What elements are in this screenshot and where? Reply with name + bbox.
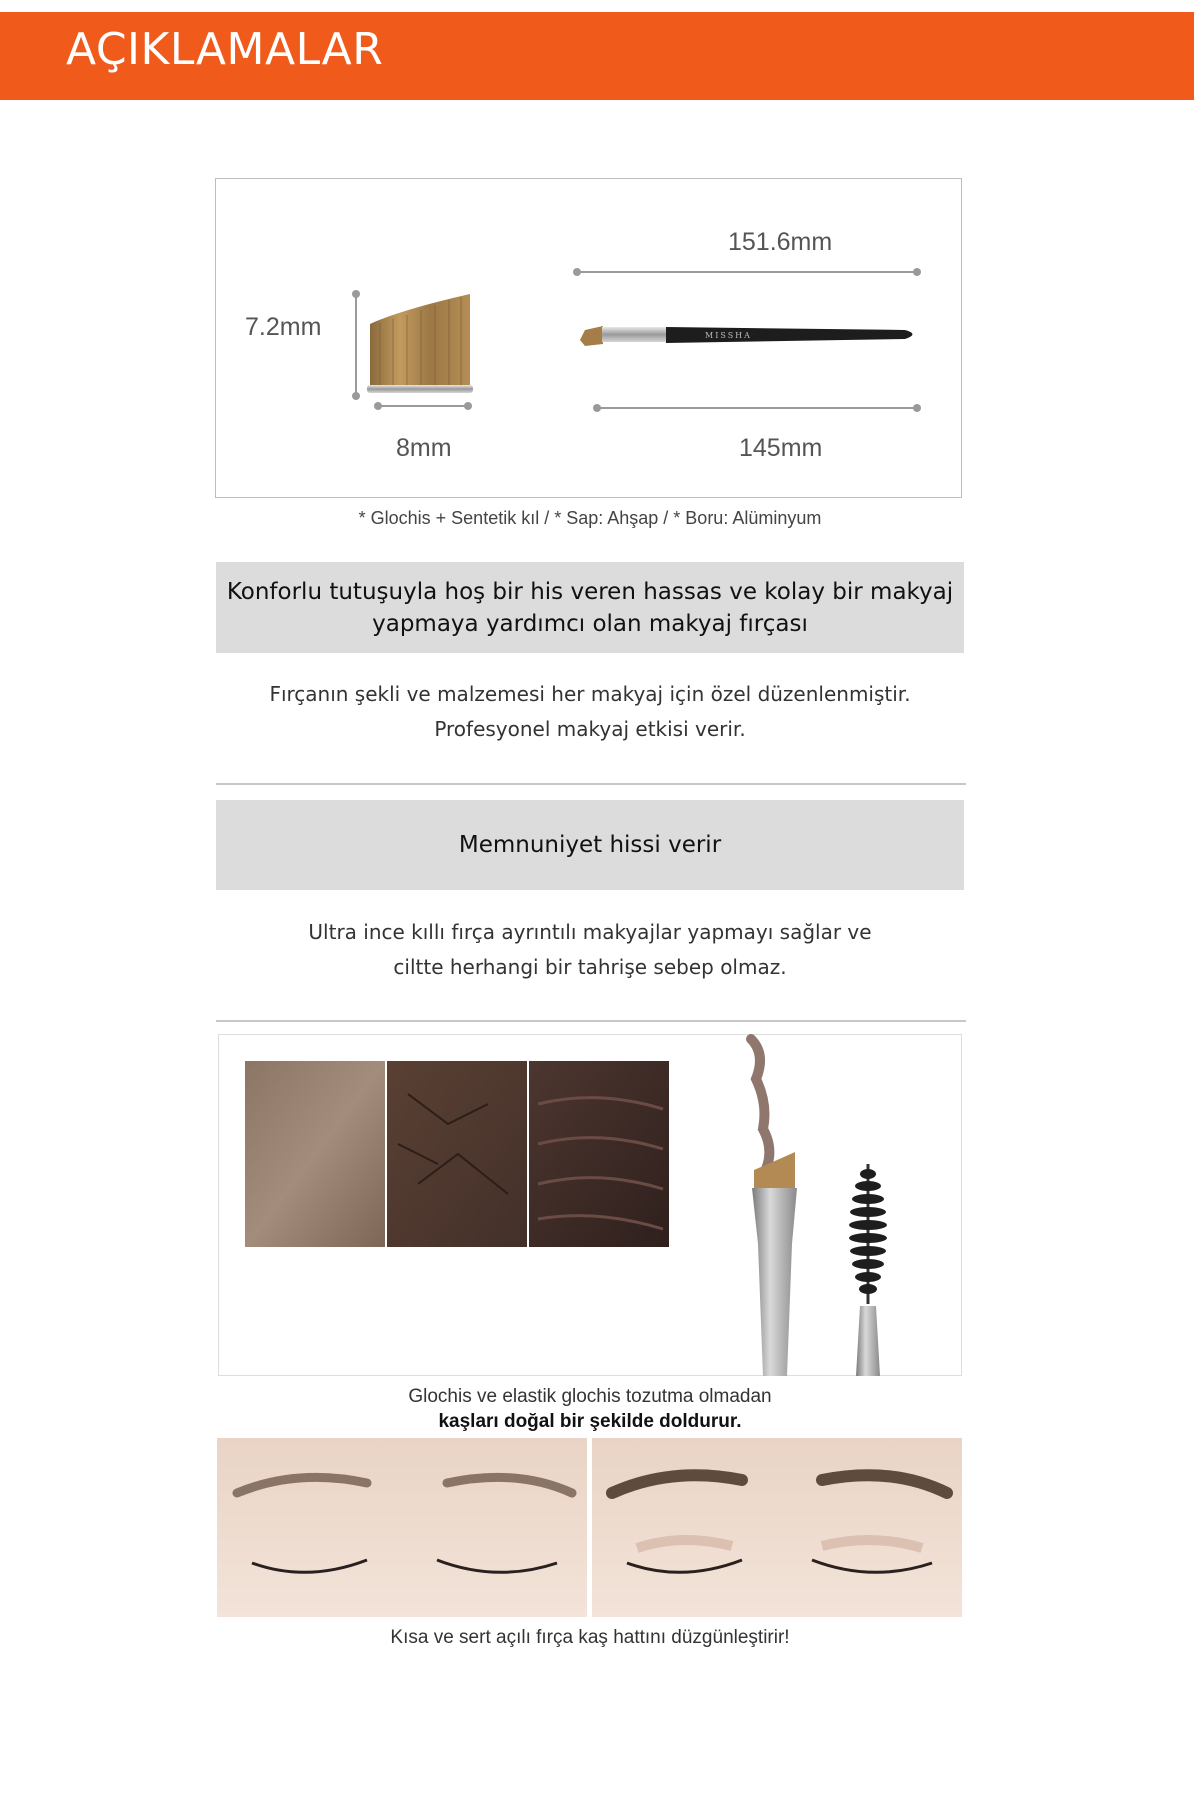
section-1-text-line-2: Profesyonel makyaj etkisi verir. xyxy=(434,717,746,741)
marker-dot xyxy=(593,404,601,412)
page-title: AÇIKLAMALAR xyxy=(66,24,384,75)
after-eye-photo xyxy=(592,1438,962,1617)
powder-texture-swatch xyxy=(245,1061,385,1247)
eyes-caption: Kısa ve sert açılı fırça kaş hattını düzgünleştirir! xyxy=(390,1627,790,1648)
angled-brush-bristle xyxy=(754,1152,795,1189)
divider xyxy=(216,783,966,785)
height-label: 7.2mm xyxy=(245,313,322,341)
marker-dot xyxy=(913,268,921,276)
section-2-text-line-1: Ultra ince kıllı fırça ayrıntılı makyajlar yapmayı sağlar ve xyxy=(308,920,872,944)
material-specs: * Glochis + Sentetik kıl / * Sap: Ahşap / * Boru: Alüminyum xyxy=(358,508,822,528)
brush-tip xyxy=(580,326,603,346)
handle-length-label: 145mm xyxy=(739,434,823,462)
marker-dot xyxy=(374,402,382,410)
brush-ferrule xyxy=(602,327,667,342)
section-1-text-line-1: Fırçanın şekli ve malzemesi her makyaj için özel düzenlenmiştir. xyxy=(269,682,911,706)
marker-dot xyxy=(352,392,360,400)
section-2-text xyxy=(216,915,964,985)
texture-caption-line-2: kaşları doğal bir şekilde doldurur. xyxy=(438,1411,742,1432)
before-eye-photo xyxy=(217,1438,587,1617)
brand-mark: MISSHA xyxy=(705,331,752,340)
texture-caption-line-1: Glochis ve elastik glochis tozutma olmadan xyxy=(408,1386,772,1407)
bristle-closeup xyxy=(370,294,470,386)
cream-texture-swatch xyxy=(529,1061,669,1247)
marker-dot xyxy=(464,402,472,410)
marker-dot xyxy=(573,268,581,276)
total-length-label: 151.6mm xyxy=(728,228,833,256)
section-2-text-line-2: ciltte herhangi bir tahrişe sebep olmaz. xyxy=(393,955,787,979)
divider xyxy=(216,1020,966,1022)
section-1-title-line-2: yapmaya yardımcı olan makyaj fırçası xyxy=(372,610,808,637)
angled-brush-ferrule xyxy=(752,1188,797,1376)
marker-dot xyxy=(352,290,360,298)
section-2-banner xyxy=(216,800,964,890)
brush-handle xyxy=(666,327,913,343)
section-1-title-line-1: Konforlu tutuşuyla hoş bir his veren hassas ve kolay bir makyaj xyxy=(226,578,954,605)
section-2-title: Memnuniyet hissi verir xyxy=(458,832,722,858)
brush-dimension-illustration xyxy=(215,178,962,498)
texture-and-brush-photo xyxy=(218,1034,962,1376)
marker-dot xyxy=(913,404,921,412)
powder-stroke xyxy=(751,1039,769,1169)
spoolie-brush xyxy=(849,1164,887,1376)
width-label: 8mm xyxy=(396,434,452,462)
section-1-banner xyxy=(216,562,964,653)
eyebrow-before-after-photo xyxy=(217,1438,962,1617)
section-1-text xyxy=(216,677,964,747)
ferrule-edge xyxy=(367,385,473,393)
